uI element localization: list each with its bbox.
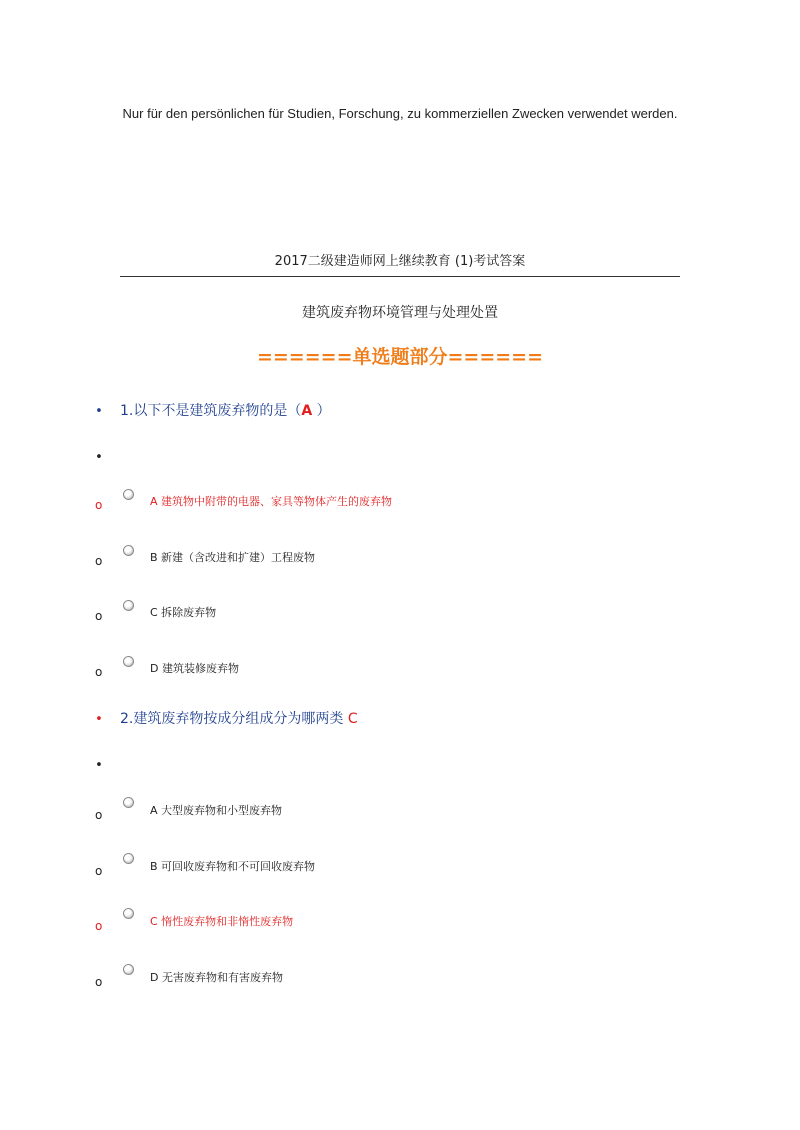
option-bullet: o	[95, 808, 103, 822]
option-bullet: o	[95, 665, 103, 679]
option-label-1c: C 拆除废弃物	[150, 606, 217, 619]
question-bullet: •	[95, 404, 103, 419]
radio-option-2c[interactable]	[123, 908, 134, 919]
question-1-close-paren: ）	[316, 403, 331, 419]
section-heading-single-choice: ======单选题部分======	[256, 346, 544, 368]
empty-bullet: •	[95, 450, 103, 465]
disclaimer-text: Nur für den persönlichen für Studien, Forschung, zu kommerziellen Zwecken verwendet werden.	[122, 106, 678, 121]
question-bullet: •	[95, 712, 103, 727]
document-subtitle: 建筑废弃物环境管理与处理处置	[302, 305, 498, 321]
option-bullet: o	[95, 554, 103, 568]
option-label-2a: A 大型废弃物和小型废弃物	[150, 804, 283, 817]
empty-bullet: •	[95, 758, 103, 773]
radio-option-2d[interactable]	[123, 964, 134, 975]
option-label-2d: D 无害废弃物和有害废弃物	[150, 971, 283, 984]
option-label-1d: D 建筑装修废弃物	[150, 662, 239, 675]
radio-option-2b[interactable]	[123, 853, 134, 864]
question-2-text	[120, 710, 358, 728]
option-label-1a: A 建筑物中附带的电器、家具等物体产生的废弃物	[150, 495, 393, 508]
radio-option-1d[interactable]	[123, 656, 134, 667]
option-bullet: o	[95, 975, 103, 989]
option-bullet: o	[95, 609, 103, 623]
option-label-2c: C 惰性废弃物和非惰性废弃物	[150, 915, 294, 928]
option-label-2b: B 可回收废弃物和不可回收废弃物	[150, 860, 316, 873]
question-1-answer: A	[301, 403, 313, 419]
question-2-prompt: 2.建筑废弃物按成分组成分为哪两类	[120, 711, 344, 727]
option-bullet: o	[95, 919, 103, 933]
radio-option-1a[interactable]	[123, 489, 134, 500]
question-1-text	[120, 402, 331, 420]
radio-option-1c[interactable]	[123, 600, 134, 611]
option-label-1b: B 新建（含改进和扩建）工程废物	[150, 551, 316, 564]
question-1-prompt: 1.以下不是建筑废弃物的是（	[120, 403, 302, 419]
radio-option-2a[interactable]	[123, 797, 134, 808]
option-bullet: o	[95, 864, 103, 878]
title-divider	[120, 276, 680, 277]
question-2-answer: C	[347, 711, 358, 727]
option-bullet: o	[95, 498, 103, 512]
document-title: 2017二级建造师网上继续教育 (1)考试答案	[274, 254, 526, 269]
radio-option-1b[interactable]	[123, 545, 134, 556]
